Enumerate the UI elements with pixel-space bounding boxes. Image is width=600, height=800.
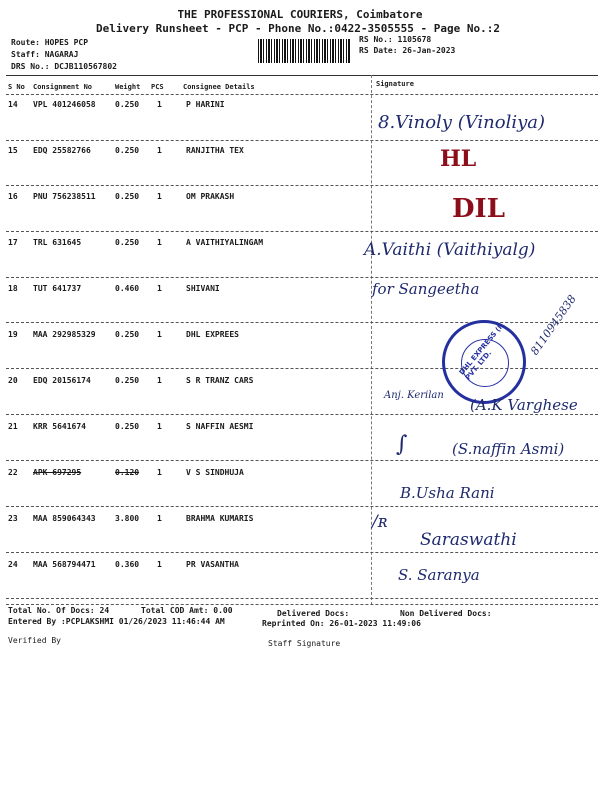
- row-sno: 21: [8, 422, 18, 431]
- row-rule: [6, 185, 598, 186]
- row-consignee: S NAFFIN AESMI: [186, 422, 254, 431]
- row-weight: 0.250: [115, 100, 140, 109]
- row-rule: [6, 552, 598, 553]
- rs-date: RS Date: 26-Jan-2023: [359, 46, 456, 55]
- signature-mark-row-23: /ʀ: [372, 512, 388, 532]
- row-sno: 16: [8, 192, 18, 201]
- signature-row-14: 8.Vinoly (Vinoliya): [378, 112, 546, 133]
- row-consignee: PR VASANTHA: [186, 560, 239, 569]
- row-consignee: OM PRAKASH: [186, 192, 235, 201]
- row-weight: 3.800: [115, 514, 140, 523]
- row-weight: 0.250: [115, 238, 140, 247]
- row-consignment: VPL 401246058: [33, 100, 96, 109]
- row-rule: [6, 598, 598, 599]
- col-consignee: Consignee Details: [183, 83, 255, 91]
- row-sno: 14: [8, 100, 18, 109]
- table-bottom-rule: [6, 604, 598, 605]
- row-weight: 0.360: [115, 560, 140, 569]
- route-label: Route: HOPES PCP: [11, 38, 89, 47]
- row-rule: [6, 506, 598, 507]
- delivered-docs: Delivered Docs:: [277, 609, 350, 618]
- row-weight: 0.460: [115, 284, 140, 293]
- row-sno: 20: [8, 376, 18, 385]
- row-pcs: 1: [157, 146, 162, 155]
- entered-by: Entered By :PCPLAKSHMI 01/26/2023 11:46:44 AM: [8, 617, 225, 626]
- row-sno: 24: [8, 560, 18, 569]
- row-pcs: 1: [157, 284, 162, 293]
- col-pcs: PCS: [151, 83, 164, 91]
- drs-number: DRS No.: DCJB110567802: [11, 62, 117, 71]
- table-top-rule: [6, 75, 598, 76]
- row-rule: [6, 140, 598, 141]
- staff-signature: Staff Signature: [268, 639, 341, 648]
- col-weight: Weight: [115, 83, 141, 91]
- staff-label: Staff: NAGARAJ: [11, 50, 79, 59]
- col-sno: S No: [8, 83, 25, 91]
- row-pcs: 1: [157, 238, 162, 247]
- row-pcs: 1: [157, 514, 162, 523]
- row-weight: 0.250: [115, 330, 140, 339]
- row-consignee: A VAITHIYALINGAM: [186, 238, 264, 247]
- company-stamp: [442, 320, 526, 404]
- row-consignee: SHIVANI: [186, 284, 220, 293]
- row-pcs: 1: [157, 422, 162, 431]
- signature-row-20: Anj. Kerilan: [384, 390, 444, 401]
- signature-row-18: for Sangeetha: [372, 280, 480, 298]
- non-delivered-docs: Non Delivered Docs:: [400, 609, 492, 618]
- row-pcs: 1: [157, 468, 162, 477]
- row-consignee: BRAHMA KUMARIS: [186, 514, 254, 523]
- row-rule: [6, 231, 598, 232]
- row-weight: 0.120: [115, 468, 140, 477]
- total-cod: Total COD Amt: 0.00: [141, 606, 233, 615]
- rs-number: RS No.: 1105678: [359, 35, 432, 44]
- row-consignment: KRR 5641674: [33, 422, 86, 431]
- row-sno: 22: [8, 468, 18, 477]
- row-sno: 18: [8, 284, 18, 293]
- stamp-text: DHL EXPRESS (I) PVT. LTD.: [457, 321, 506, 382]
- row-consignee: V S SINDHUJA: [186, 468, 244, 477]
- col-signature: Signature: [376, 80, 414, 88]
- verified-by: Verified By: [8, 636, 61, 645]
- signature-row-24: S. Saranya: [398, 566, 480, 584]
- row-consignee: P HARINI: [186, 100, 225, 109]
- row-weight: 0.250: [115, 192, 140, 201]
- row-consignment: PNU 756238511: [33, 192, 96, 201]
- row-rule: [6, 460, 598, 461]
- row-consignment: APK 697295: [33, 468, 82, 477]
- company-title: THE PROFESSIONAL COURIERS, Coimbatore: [177, 8, 423, 21]
- row-pcs: 1: [157, 100, 162, 109]
- row-rule: [6, 414, 598, 415]
- row-weight: 0.250: [115, 146, 140, 155]
- signature-row-23: Saraswathi: [420, 530, 517, 550]
- signature-mark-row-21: ∫: [396, 432, 408, 457]
- row-consignee: DHL EXPREES: [186, 330, 239, 339]
- row-pcs: 1: [157, 376, 162, 385]
- col-consignment: Consignment No: [33, 83, 93, 91]
- row-consignment: TRL 631645: [33, 238, 82, 247]
- phone-note: 8110945838: [528, 292, 579, 358]
- barcode: [258, 39, 350, 63]
- row-weight: 0.250: [115, 422, 140, 431]
- signature-row-15: HL: [440, 146, 477, 172]
- row-consignment: MAA 292985329: [33, 330, 96, 339]
- row-consignee: RANJITHA TEX: [186, 146, 244, 155]
- row-rule: [6, 277, 598, 278]
- row-weight: 0.250: [115, 376, 140, 385]
- row-consignment: EDQ 25582766: [33, 146, 91, 155]
- row-consignment: EDQ 20156174: [33, 376, 91, 385]
- row-sno: 17: [8, 238, 18, 247]
- signature-row-22: B.Usha Rani: [400, 484, 495, 502]
- row-consignment: MAA 568794471: [33, 560, 96, 569]
- row-sno: 23: [8, 514, 18, 523]
- row-sno: 15: [8, 146, 18, 155]
- row-pcs: 1: [157, 192, 162, 201]
- row-consignment: TUT 641737: [33, 284, 82, 293]
- total-docs: Total No. Of Docs: 24: [8, 606, 110, 615]
- row-consignee: S R TRANZ CARS: [186, 376, 254, 385]
- signature-row-17: A.Vaithi (Vaithiyalg): [364, 240, 536, 260]
- row-pcs: 1: [157, 560, 162, 569]
- signature-row-21: (S.naffin Asmi): [452, 440, 565, 458]
- row-pcs: 1: [157, 330, 162, 339]
- reprinted-on: Reprinted On: 26-01-2023 11:49:06: [262, 619, 421, 628]
- row-consignment: MAA 859064343: [33, 514, 96, 523]
- signature-row-16: DIL: [452, 194, 505, 224]
- signature-row-20-name: (A.K Varghese: [470, 396, 578, 414]
- header-rule: [6, 94, 598, 95]
- runsheet-title: Delivery Runsheet - PCP - Phone No.:0422-3505555 - Page No.:2: [96, 22, 500, 35]
- row-sno: 19: [8, 330, 18, 339]
